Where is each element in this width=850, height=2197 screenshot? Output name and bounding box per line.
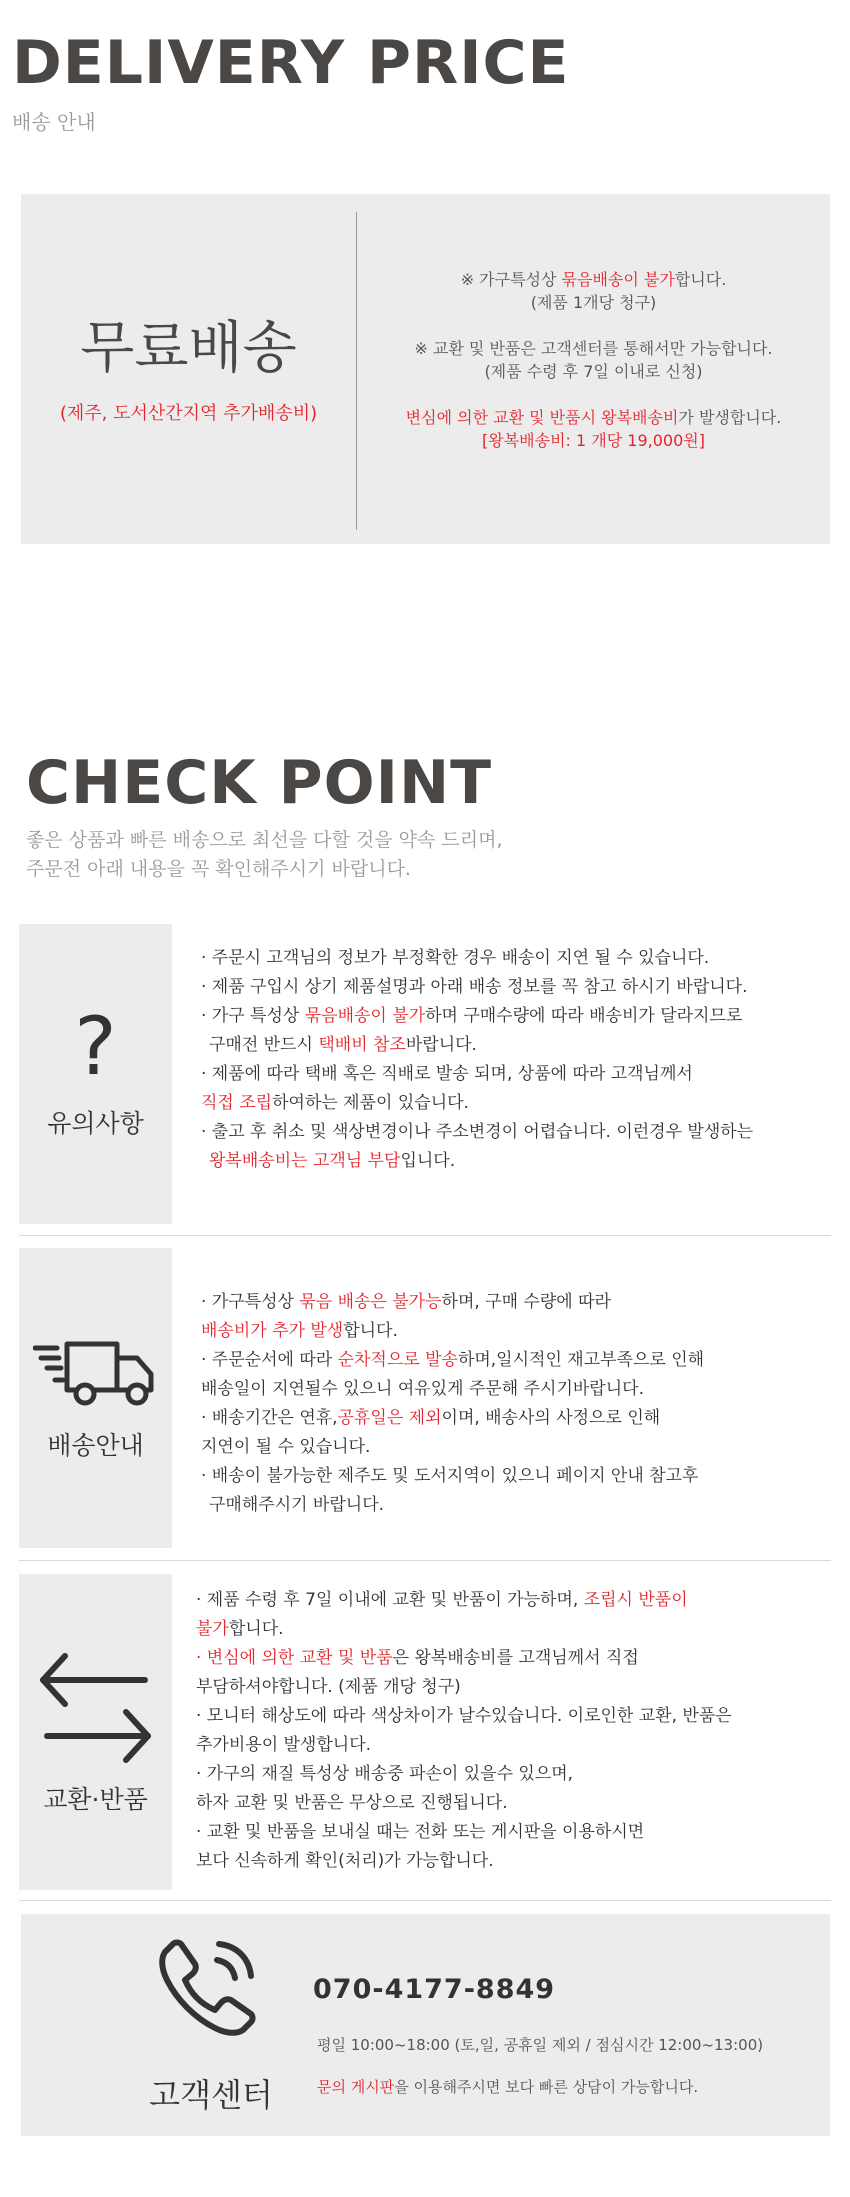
shipping-list: · 가구특성상 묶음 배송은 불가능하며, 구매 수량에 따라 배송비가 추가 발생합니다. · 주문순서에 따라 순차적으로 발송하며,일시적인 재고부족으로 인해 배송일이 지연될수 있으니 여유있게 주문해 주시기바랍니다. · 배송기간은 연휴,공휴일은 제외이며, 배송사의 사정으로 인해 지연이 될 수 있습니다. · 배송이 불가능한 제주도 및 도서지역이 있으니 페이지 안내 참고후 구매해주시기 바랍니다. — [201, 1292, 705, 1515]
checkpoint-subtitle: 좋은 상품과 빠른 배송으로 최선을 다할 것을 약속 드리며, 주문전 아래 내용을 꼭 확인해주시기 바랍니다. — [26, 829, 503, 880]
section-divider — [19, 1900, 831, 1901]
caution-label: 유의사항 — [47, 1109, 144, 1138]
exchange-label: 교환·반품 — [43, 1785, 148, 1814]
customer-center-label: 고객센터 — [149, 2076, 273, 2114]
section-divider — [19, 1235, 831, 1236]
delivery-truck-icon — [33, 1338, 158, 1408]
inquiry-note: 문의 게시판을 이용해주시면 보다 빠른 상담이 가능합니다. — [317, 2078, 699, 2096]
section-divider — [19, 1560, 831, 1561]
caution-list: · 주문시 고객님의 정보가 부정확한 경우 배송이 지연 될 수 있습니다. · 제품 구입시 상기 제품설명과 아래 배송 정보를 꼭 참고 하시기 바랍니다. · 가구 특성상 묶음배송이 불가하며 구매수량에 따라 배송비가 달라지므로 구매전 반드시 택배비 참조바랍니다. · 제품에 따라 택배 혹은 직배로 발송 되며, 상품에 따라 고객님께서 직접 조립하여하는 제품이 있습니다. · 출고 후 취소 및 색상변경이나 주소변경이 어렵습니다. 이런경우 발생하는 왕복배송비는 고객님 부담입니다. — [201, 948, 754, 1171]
delivery-subtitle: 배송 안내 — [12, 110, 96, 134]
exchange-list: · 제품 수령 후 7일 이내에 교환 및 반품이 가능하며, 조립시 반품이 불가합니다. · 변심에 의한 교환 및 반품은 왕복배송비를 고객님께서 직접 부담하셔야합니다. (제품 개당 청구) · 모니터 해상도에 따라 색상차이가 날수있습니다. 이로인한 교환, 반품은 추가비용이 발생합니다. · 가구의 재질 특성상 배송중 파손이 있을수 있으며, 하자 교환 및 반품은 무상으로 진행됩니다. · 교환 및 반품을 보내실 때는 전화 또는 게시판을 이용하시면 보다 신속하게 확인(처리)가 가능합니다. — [196, 1590, 732, 1871]
free-shipping-note: (제주, 도서산간지역 추가배송비) — [59, 403, 318, 424]
question-mark-icon: ? — [74, 1000, 117, 1093]
inquiry-board-link[interactable]: 문의 게시판 — [317, 2078, 395, 2096]
phone-icon — [159, 1936, 259, 2036]
phone-number[interactable]: 070-4177-8849 — [313, 1974, 556, 2005]
shipping-label: 배송안내 — [47, 1431, 144, 1460]
free-shipping-heading: 무료배송 — [80, 316, 297, 381]
exchange-icon-panel — [19, 1574, 172, 1890]
caution-icon-panel — [19, 924, 172, 1224]
delivery-info: ※ 가구특성상 묶음배송이 불가합니다. (제품 1개당 청구) ※ 교환 및 반품은 고객센터를 통해서만 가능합니다. (제품 수령 후 7일 이내로 신청) 변심에 의한 교환 및 반품시 왕복배송비가 발생합니다. [왕복배송비: 1 개당 19,000원] — [405, 270, 782, 450]
shipping-icon-panel — [19, 1248, 172, 1548]
delivery-panel — [21, 194, 830, 544]
exchange-arrows-icon — [37, 1650, 154, 1766]
business-hours: 평일 10:00~18:00 (토,일, 공휴일 제외 / 점심시간 12:00~13:00) — [317, 2036, 764, 2054]
checkpoint-title: CHECK POINT — [26, 748, 493, 818]
customer-center-panel — [21, 1914, 830, 2136]
delivery-title: DELIVERY PRICE — [12, 28, 570, 98]
